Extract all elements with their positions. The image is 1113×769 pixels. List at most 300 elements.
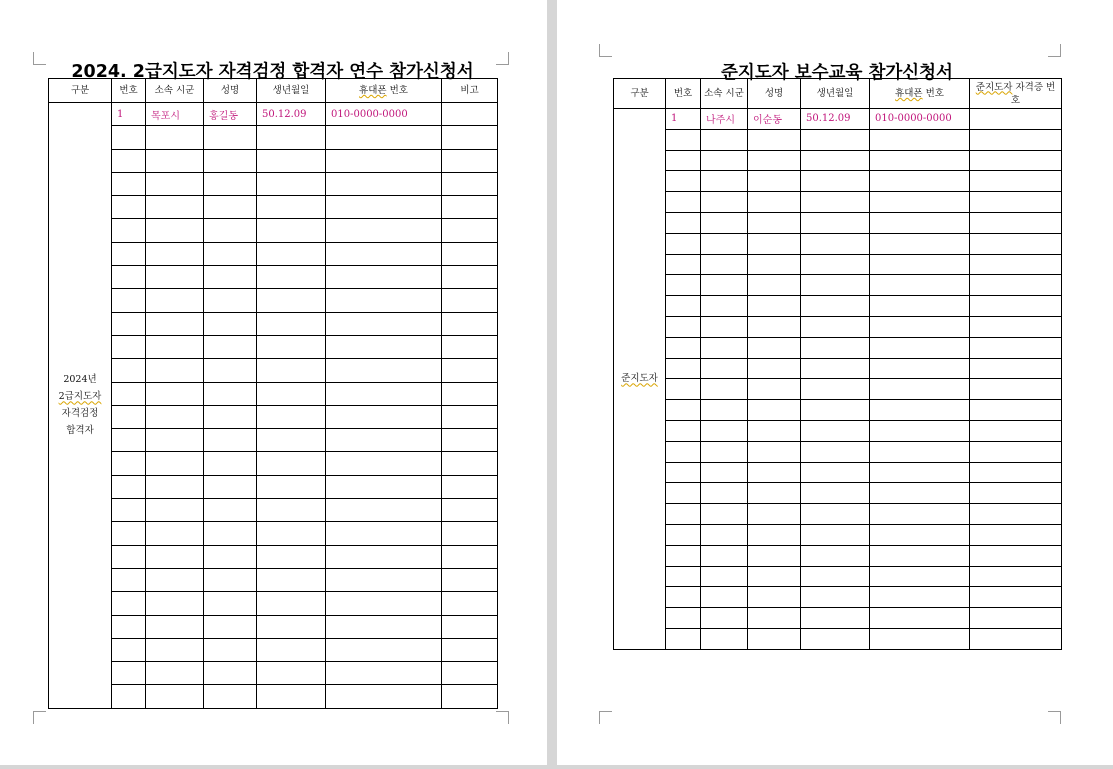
margin-corner-mark bbox=[599, 44, 612, 57]
empty-cell bbox=[112, 615, 146, 638]
empty-cell bbox=[257, 289, 326, 312]
empty-cell bbox=[801, 483, 870, 504]
table-row bbox=[614, 233, 1062, 254]
empty-cell bbox=[146, 172, 204, 195]
empty-cell bbox=[701, 233, 748, 254]
empty-cell bbox=[442, 242, 498, 265]
empty-cell bbox=[870, 358, 970, 379]
empty-cell bbox=[442, 335, 498, 358]
table-row bbox=[614, 628, 1062, 649]
table-row bbox=[614, 566, 1062, 587]
empty-cell bbox=[666, 587, 701, 608]
empty-cell bbox=[442, 685, 498, 708]
data-cell: 나주시 bbox=[701, 109, 748, 130]
right-application-table bbox=[613, 78, 1062, 650]
empty-cell bbox=[970, 171, 1062, 192]
empty-cell bbox=[442, 149, 498, 172]
empty-cell bbox=[257, 592, 326, 615]
empty-cell bbox=[204, 312, 257, 335]
empty-cell bbox=[204, 592, 257, 615]
empty-cell bbox=[112, 685, 146, 708]
empty-cell bbox=[748, 129, 801, 150]
empty-cell bbox=[701, 212, 748, 233]
empty-cell bbox=[442, 359, 498, 382]
empty-cell bbox=[970, 420, 1062, 441]
empty-cell bbox=[112, 429, 146, 452]
empty-cell bbox=[748, 337, 801, 358]
empty-cell bbox=[146, 662, 204, 685]
empty-cell bbox=[326, 196, 442, 219]
data-cell: 이순동 bbox=[748, 109, 801, 130]
empty-cell bbox=[801, 233, 870, 254]
table-row bbox=[614, 129, 1062, 150]
table-row bbox=[49, 685, 498, 708]
empty-cell bbox=[748, 171, 801, 192]
empty-cell bbox=[146, 475, 204, 498]
empty-cell bbox=[748, 254, 801, 275]
table-row bbox=[49, 335, 498, 358]
empty-cell bbox=[801, 441, 870, 462]
table-row bbox=[614, 254, 1062, 275]
empty-cell bbox=[204, 289, 257, 312]
empty-cell bbox=[204, 335, 257, 358]
column-header: 준지도자 자격증 번호 bbox=[970, 79, 1062, 109]
empty-cell bbox=[801, 545, 870, 566]
empty-cell bbox=[146, 196, 204, 219]
table-row bbox=[49, 452, 498, 475]
empty-cell bbox=[666, 171, 701, 192]
empty-cell bbox=[666, 524, 701, 545]
empty-cell bbox=[326, 522, 442, 545]
empty-cell bbox=[257, 312, 326, 335]
empty-cell bbox=[257, 382, 326, 405]
empty-cell bbox=[970, 192, 1062, 213]
table-row bbox=[49, 172, 498, 195]
empty-cell bbox=[146, 522, 204, 545]
page-gutter bbox=[547, 0, 557, 769]
empty-cell bbox=[204, 405, 257, 428]
table-row bbox=[614, 587, 1062, 608]
empty-cell bbox=[666, 150, 701, 171]
empty-cell bbox=[666, 462, 701, 483]
empty-cell bbox=[204, 172, 257, 195]
empty-cell bbox=[442, 103, 498, 126]
margin-corner-mark bbox=[496, 711, 509, 724]
empty-cell bbox=[701, 129, 748, 150]
empty-cell bbox=[442, 196, 498, 219]
table-row bbox=[614, 379, 1062, 400]
data-cell: 010-0000-0000 bbox=[326, 103, 442, 126]
empty-cell bbox=[112, 592, 146, 615]
empty-cell bbox=[701, 420, 748, 441]
empty-cell bbox=[870, 504, 970, 525]
table-row bbox=[49, 196, 498, 219]
table-row bbox=[49, 266, 498, 289]
empty-cell bbox=[870, 150, 970, 171]
empty-cell bbox=[666, 379, 701, 400]
table-row bbox=[614, 316, 1062, 337]
empty-cell bbox=[204, 149, 257, 172]
table-row bbox=[49, 568, 498, 591]
empty-cell bbox=[204, 568, 257, 591]
empty-cell bbox=[701, 483, 748, 504]
column-header: 소속 시군 bbox=[701, 79, 748, 109]
empty-cell bbox=[801, 400, 870, 421]
empty-cell bbox=[801, 150, 870, 171]
empty-cell bbox=[701, 254, 748, 275]
empty-cell bbox=[442, 522, 498, 545]
empty-cell bbox=[801, 566, 870, 587]
empty-cell bbox=[442, 475, 498, 498]
empty-cell bbox=[870, 483, 970, 504]
table-row bbox=[49, 149, 498, 172]
empty-cell bbox=[146, 429, 204, 452]
empty-cell bbox=[748, 379, 801, 400]
empty-cell bbox=[970, 545, 1062, 566]
table-row bbox=[614, 524, 1062, 545]
empty-cell bbox=[326, 172, 442, 195]
empty-cell bbox=[326, 405, 442, 428]
empty-cell bbox=[870, 316, 970, 337]
empty-cell bbox=[666, 400, 701, 421]
empty-cell bbox=[257, 662, 326, 685]
column-header: 번호 bbox=[666, 79, 701, 109]
group-label-cell bbox=[49, 103, 112, 709]
margin-corner-mark bbox=[33, 52, 46, 65]
empty-cell bbox=[112, 359, 146, 382]
table-row bbox=[614, 275, 1062, 296]
empty-cell bbox=[701, 524, 748, 545]
empty-cell bbox=[112, 638, 146, 661]
table-row bbox=[49, 499, 498, 522]
empty-cell bbox=[326, 289, 442, 312]
empty-cell bbox=[970, 400, 1062, 421]
empty-cell bbox=[748, 545, 801, 566]
empty-cell bbox=[666, 545, 701, 566]
empty-cell bbox=[257, 149, 326, 172]
empty-cell bbox=[442, 172, 498, 195]
empty-cell bbox=[112, 196, 146, 219]
group-label-cell bbox=[614, 109, 666, 650]
empty-cell bbox=[801, 192, 870, 213]
empty-cell bbox=[970, 296, 1062, 317]
group-label-line: 자격검정 bbox=[61, 408, 99, 420]
empty-cell bbox=[701, 150, 748, 171]
page-bottom-edge bbox=[0, 765, 1113, 769]
empty-cell bbox=[701, 462, 748, 483]
empty-cell bbox=[748, 608, 801, 629]
empty-cell bbox=[257, 126, 326, 149]
empty-cell bbox=[701, 608, 748, 629]
table-row bbox=[614, 171, 1062, 192]
empty-cell bbox=[442, 568, 498, 591]
empty-cell bbox=[801, 212, 870, 233]
empty-cell bbox=[801, 316, 870, 337]
empty-cell bbox=[970, 462, 1062, 483]
empty-cell bbox=[970, 524, 1062, 545]
empty-cell bbox=[748, 441, 801, 462]
column-header: 휴대폰 번호 bbox=[326, 79, 442, 103]
empty-cell bbox=[326, 592, 442, 615]
empty-cell bbox=[146, 452, 204, 475]
empty-cell bbox=[257, 242, 326, 265]
empty-cell bbox=[204, 266, 257, 289]
empty-cell bbox=[257, 522, 326, 545]
empty-cell bbox=[870, 379, 970, 400]
empty-cell bbox=[801, 420, 870, 441]
left-application-table bbox=[48, 78, 498, 709]
empty-cell bbox=[257, 172, 326, 195]
empty-cell bbox=[801, 358, 870, 379]
empty-cell bbox=[112, 172, 146, 195]
empty-cell bbox=[666, 358, 701, 379]
data-cell: 목포시 bbox=[146, 103, 204, 126]
empty-cell bbox=[112, 475, 146, 498]
empty-cell bbox=[801, 524, 870, 545]
empty-cell bbox=[442, 429, 498, 452]
column-header: 구분 bbox=[614, 79, 666, 109]
data-cell: 50.12.09 bbox=[801, 109, 870, 130]
empty-cell bbox=[870, 212, 970, 233]
empty-cell bbox=[442, 615, 498, 638]
empty-cell bbox=[666, 566, 701, 587]
empty-cell bbox=[112, 219, 146, 242]
empty-cell bbox=[326, 126, 442, 149]
empty-cell bbox=[257, 335, 326, 358]
table-row bbox=[49, 662, 498, 685]
empty-cell bbox=[701, 275, 748, 296]
empty-cell bbox=[801, 608, 870, 629]
empty-cell bbox=[748, 483, 801, 504]
empty-cell bbox=[326, 638, 442, 661]
group-label-line: 2024년 bbox=[63, 374, 97, 386]
empty-cell bbox=[146, 359, 204, 382]
empty-cell bbox=[701, 337, 748, 358]
empty-cell bbox=[204, 522, 257, 545]
table-row bbox=[614, 192, 1062, 213]
empty-cell bbox=[112, 266, 146, 289]
column-header: 번호 bbox=[112, 79, 146, 103]
empty-cell bbox=[701, 628, 748, 649]
empty-cell bbox=[970, 150, 1062, 171]
empty-cell bbox=[326, 685, 442, 708]
empty-cell bbox=[326, 429, 442, 452]
table-row bbox=[614, 358, 1062, 379]
table-row bbox=[614, 462, 1062, 483]
document-page-right bbox=[557, 0, 1113, 769]
empty-cell bbox=[666, 337, 701, 358]
table-row bbox=[49, 638, 498, 661]
empty-cell bbox=[146, 219, 204, 242]
empty-cell bbox=[204, 545, 257, 568]
empty-cell bbox=[204, 638, 257, 661]
table-row bbox=[614, 504, 1062, 525]
empty-cell bbox=[146, 638, 204, 661]
table-row bbox=[49, 242, 498, 265]
empty-cell bbox=[146, 266, 204, 289]
empty-cell bbox=[970, 566, 1062, 587]
empty-cell bbox=[442, 592, 498, 615]
empty-cell bbox=[666, 275, 701, 296]
empty-cell bbox=[801, 129, 870, 150]
table-row bbox=[49, 475, 498, 498]
empty-cell bbox=[970, 109, 1062, 130]
empty-cell bbox=[701, 192, 748, 213]
empty-cell bbox=[257, 638, 326, 661]
table-row bbox=[614, 420, 1062, 441]
table-row bbox=[614, 483, 1062, 504]
empty-cell bbox=[112, 499, 146, 522]
empty-cell bbox=[748, 150, 801, 171]
empty-cell bbox=[870, 233, 970, 254]
empty-cell bbox=[701, 587, 748, 608]
empty-cell bbox=[257, 568, 326, 591]
empty-cell bbox=[326, 452, 442, 475]
empty-cell bbox=[870, 420, 970, 441]
empty-cell bbox=[666, 608, 701, 629]
empty-cell bbox=[112, 522, 146, 545]
table-row bbox=[614, 608, 1062, 629]
empty-cell bbox=[748, 400, 801, 421]
empty-cell bbox=[326, 615, 442, 638]
column-header: 비고 bbox=[442, 79, 498, 103]
table-header-row bbox=[49, 79, 498, 103]
empty-cell bbox=[326, 382, 442, 405]
empty-cell bbox=[970, 587, 1062, 608]
data-cell: 홍길동 bbox=[204, 103, 257, 126]
empty-cell bbox=[146, 499, 204, 522]
data-cell: 1 bbox=[112, 103, 146, 126]
column-header: 구분 bbox=[49, 79, 112, 103]
empty-cell bbox=[146, 312, 204, 335]
margin-corner-mark bbox=[1048, 44, 1061, 57]
empty-cell bbox=[666, 212, 701, 233]
margin-corner-mark bbox=[496, 52, 509, 65]
empty-cell bbox=[870, 628, 970, 649]
empty-cell bbox=[748, 296, 801, 317]
empty-cell bbox=[666, 129, 701, 150]
empty-cell bbox=[870, 254, 970, 275]
empty-cell bbox=[701, 296, 748, 317]
empty-cell bbox=[442, 452, 498, 475]
empty-cell bbox=[666, 441, 701, 462]
data-cell: 010-0000-0000 bbox=[870, 109, 970, 130]
empty-cell bbox=[701, 171, 748, 192]
column-header: 성명 bbox=[204, 79, 257, 103]
empty-cell bbox=[112, 568, 146, 591]
empty-cell bbox=[204, 382, 257, 405]
empty-cell bbox=[666, 296, 701, 317]
empty-cell bbox=[442, 312, 498, 335]
empty-cell bbox=[257, 405, 326, 428]
empty-cell bbox=[801, 275, 870, 296]
empty-cell bbox=[442, 266, 498, 289]
empty-cell bbox=[326, 499, 442, 522]
table-row bbox=[49, 219, 498, 242]
empty-cell bbox=[326, 266, 442, 289]
empty-cell bbox=[442, 638, 498, 661]
empty-cell bbox=[257, 196, 326, 219]
table-row bbox=[49, 289, 498, 312]
empty-cell bbox=[112, 452, 146, 475]
table-row bbox=[614, 337, 1062, 358]
group-label-line: 합격자 bbox=[66, 425, 94, 437]
empty-cell bbox=[112, 545, 146, 568]
table-row bbox=[614, 441, 1062, 462]
empty-cell bbox=[666, 628, 701, 649]
empty-cell bbox=[701, 379, 748, 400]
empty-cell bbox=[870, 587, 970, 608]
margin-corner-mark bbox=[33, 711, 46, 724]
empty-cell bbox=[970, 129, 1062, 150]
empty-cell bbox=[748, 212, 801, 233]
column-header: 휴대폰 번호 bbox=[870, 79, 970, 109]
empty-cell bbox=[146, 149, 204, 172]
empty-cell bbox=[666, 192, 701, 213]
empty-cell bbox=[257, 219, 326, 242]
empty-cell bbox=[701, 400, 748, 421]
empty-cell bbox=[204, 685, 257, 708]
empty-cell bbox=[326, 475, 442, 498]
empty-cell bbox=[257, 545, 326, 568]
empty-cell bbox=[701, 316, 748, 337]
empty-cell bbox=[701, 504, 748, 525]
empty-cell bbox=[970, 254, 1062, 275]
empty-cell bbox=[666, 483, 701, 504]
empty-cell bbox=[146, 382, 204, 405]
empty-cell bbox=[146, 242, 204, 265]
empty-cell bbox=[146, 126, 204, 149]
empty-cell bbox=[970, 483, 1062, 504]
empty-cell bbox=[870, 524, 970, 545]
table-row bbox=[49, 592, 498, 615]
empty-cell bbox=[442, 662, 498, 685]
empty-cell bbox=[146, 615, 204, 638]
document-page-left bbox=[0, 0, 547, 769]
empty-cell bbox=[748, 420, 801, 441]
empty-cell bbox=[870, 275, 970, 296]
empty-cell bbox=[257, 499, 326, 522]
table-row bbox=[614, 212, 1062, 233]
empty-cell bbox=[970, 608, 1062, 629]
empty-cell bbox=[970, 358, 1062, 379]
group-label-line: 2급지도자 bbox=[58, 391, 102, 403]
empty-cell bbox=[146, 405, 204, 428]
empty-cell bbox=[970, 379, 1062, 400]
empty-cell bbox=[112, 289, 146, 312]
empty-cell bbox=[870, 545, 970, 566]
empty-cell bbox=[112, 382, 146, 405]
empty-cell bbox=[257, 615, 326, 638]
empty-cell bbox=[870, 441, 970, 462]
empty-cell bbox=[442, 289, 498, 312]
empty-cell bbox=[112, 312, 146, 335]
empty-cell bbox=[442, 219, 498, 242]
empty-cell bbox=[442, 545, 498, 568]
empty-cell bbox=[748, 566, 801, 587]
empty-cell bbox=[801, 337, 870, 358]
empty-cell bbox=[112, 242, 146, 265]
table-row bbox=[49, 615, 498, 638]
empty-cell bbox=[442, 382, 498, 405]
empty-cell bbox=[204, 126, 257, 149]
empty-cell bbox=[748, 462, 801, 483]
empty-cell bbox=[666, 420, 701, 441]
empty-cell bbox=[146, 289, 204, 312]
empty-cell bbox=[801, 504, 870, 525]
empty-cell bbox=[204, 429, 257, 452]
empty-cell bbox=[701, 566, 748, 587]
